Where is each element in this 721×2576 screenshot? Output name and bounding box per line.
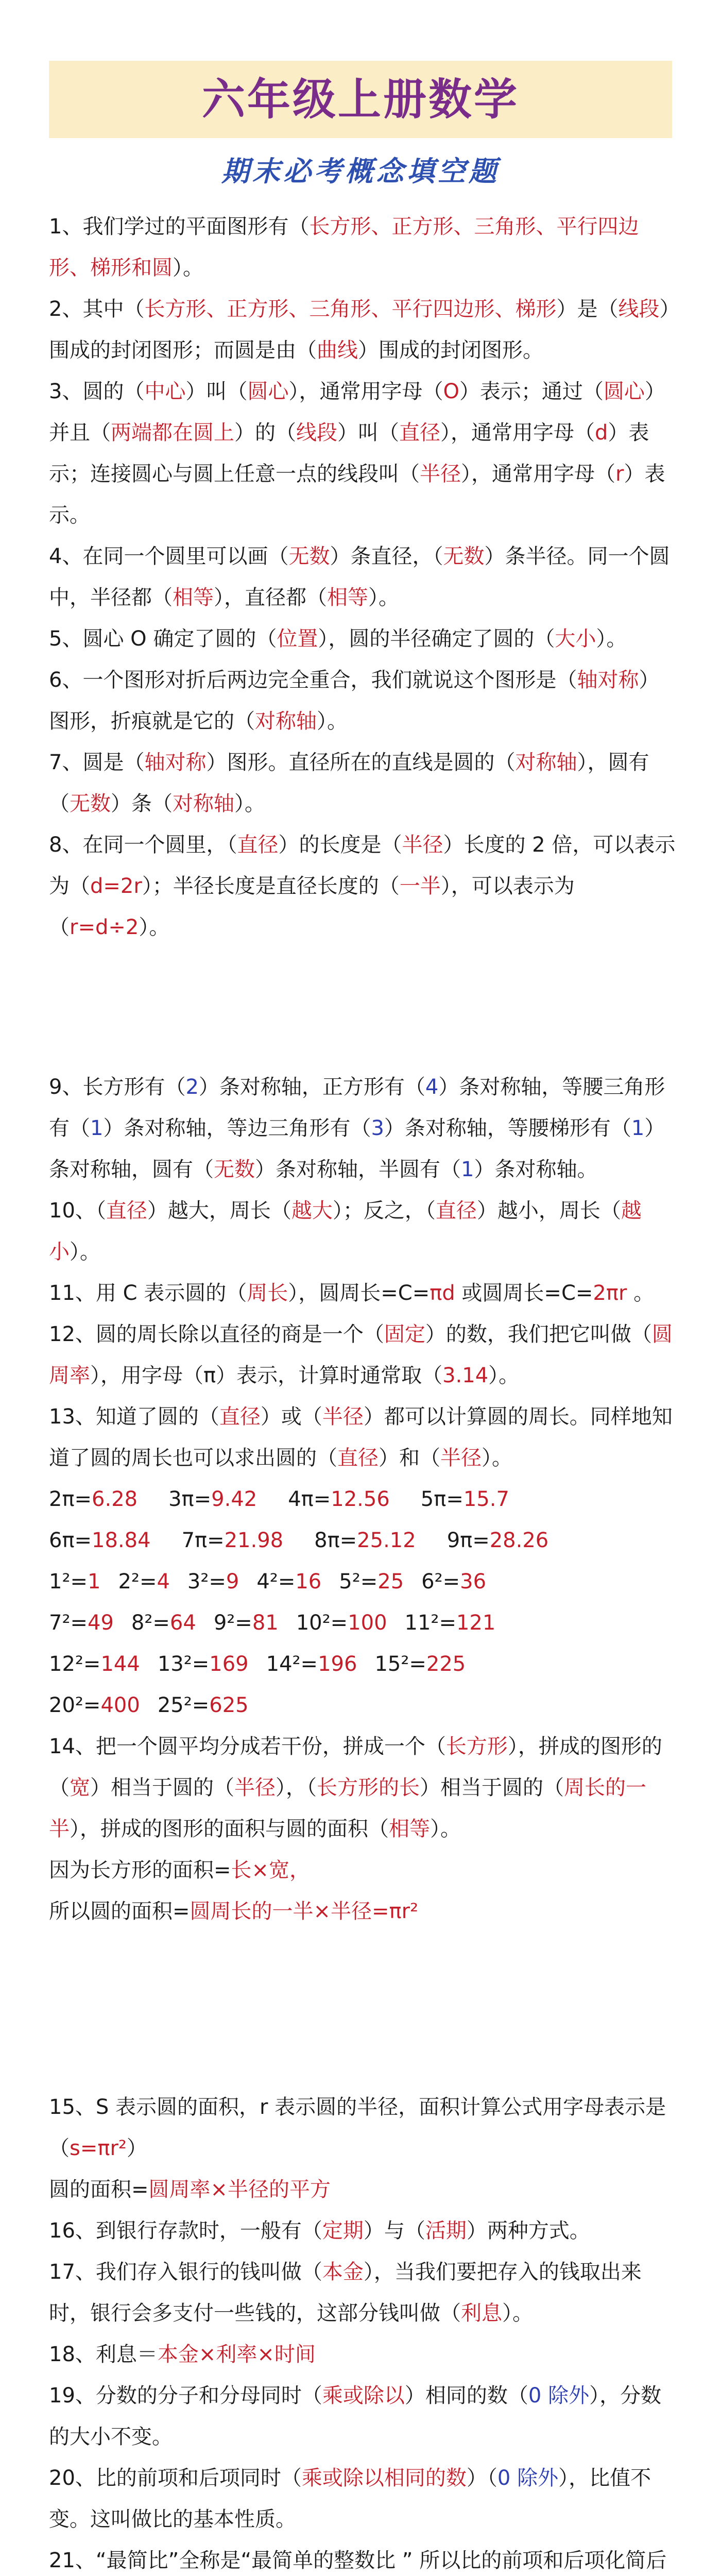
question-14-note-2: 所以圆的面积=圆周长的一半×半径=πr² [49, 1900, 419, 1923]
question-17: 17、我们存入银行的钱叫做（本金），当我们要把存入的钱取出来时，银行会多支付一些钱的，这部分钱叫做（利息）。 [49, 2260, 642, 2325]
question-5: 5、圆心 O 确定了圆的（位置），圆的半径确定了圆的（大小）。 [49, 627, 627, 651]
question-10: 10、（直径）越大，周长（越大）；反之，（直径）越小，周长（越小）。 [49, 1199, 642, 1264]
page-subtitle: 期末必考概念填空题 [221, 155, 500, 188]
question-2: 2、其中（长方形、正方形、三角形、平行四边形、梯形）是（线段）围成的封闭图形；而圆是由（曲线）围成的封闭图形。 [49, 297, 670, 362]
page-title: 六年级上册数学 [201, 74, 519, 125]
question-18: 18、利息＝本金×利率×时间 [49, 2343, 316, 2366]
section-circle-basics [49, 206, 677, 948]
question-13: 13、知道了圆的（直径）或（半径）都可以计算圆的周长。同样地知道了圆的周长也可以求出圆的（直径）和（半径）。 [49, 1405, 673, 1470]
pi-multiples-table [49, 1479, 677, 1561]
question-15: 15、S 表示圆的面积，r 表示圆的半径，面积计算公式用字母表示是（s=πr²） [49, 2095, 666, 2160]
question-14: 14、把一个圆平均分成若干份，拼成一个（长方形），拼成的图形的（宽）相当于圆的（半径），（长方形的长）相当于圆的（周长的一半），拼成的图形的面积与圆的面积（相等）。 [49, 1735, 662, 1841]
section-area-ratio [49, 2087, 677, 2576]
pi-row: 6π=18.84 7π=21.98 8π=25.12 9π=28.26 [49, 1529, 549, 1552]
question-14-note-1: 因为长方形的面积=长×宽， [49, 1858, 311, 1882]
pi-row: 2π=6.28 3π=9.42 4π=12.56 5π=15.7 [49, 1487, 509, 1511]
question-16: 16、到银行存款时，一般有（定期）与（活期）两种方式。 [49, 2219, 590, 2243]
question-9: 9、长方形有（2）条对称轴，正方形有（4）条对称轴，等腰三角形有（1）条对称轴，等边三角形有（3）条对称轴，等腰梯形有（1）条对称轴，圆有（无数）条对称轴，半圆有（1）条对称轴。 [49, 1075, 665, 1181]
question-6: 6、一个图形对折后两边完全重合，我们就说这个图形是（轴对称）图形，折痕就是它的（对称轴）。 [49, 668, 660, 733]
question-19: 19、分数的分子和分母同时（乘或除以）相同的数（0 除外），分数的大小不变。 [49, 2384, 662, 2449]
question-12: 12、圆的周长除以直径的商是一个（固定）的数，我们把它叫做（圆周率），用字母（π）表示，计算时通常取（3.14）。 [49, 1323, 673, 1387]
question-15-note: 圆的面积=圆周率×半径的平方 [49, 2178, 331, 2201]
question-20: 20、比的前项和后项同时（乘或除以相同的数）（0 除外），比值不变。这叫做比的基本性质。 [49, 2466, 651, 2531]
squares-row: 12²=144 13²=169 14²=196 15²=225 [49, 1652, 466, 1676]
squares-row: 20²=400 25²=625 [49, 1693, 249, 1717]
question-4: 4、在同一个圆里可以画（无数）条直径，（无数）条半径。同一个圆中，半径都（相等），直径都（相等）。 [49, 545, 670, 609]
section-symmetry-circumference [49, 1066, 677, 1932]
squares-row: 7²=49 8²=64 9²=81 10²=100 11²=121 [49, 1611, 496, 1635]
squares-row: 1²=1 2²=4 3²=9 4²=16 5²=25 6²=36 [49, 1570, 487, 1594]
question-11: 11、用 C 表示圆的（周长），圆周长=C=πd 或圆周长=C=2πr 。 [49, 1281, 655, 1305]
squares-table [49, 1561, 677, 1726]
question-7: 7、圆是（轴对称）图形。直径所在的直线是圆的（对称轴），圆有（无数）条（对称轴）。 [49, 751, 649, 816]
question-1: 1、我们学过的平面图形有（长方形、正方形、三角形、平行四边形、梯形和圆）。 [49, 215, 639, 280]
question-21: 21、“最简比”全称是“最简单的整数比 ” 所以比的前项和后项化简后 [49, 2549, 667, 2572]
question-3: 3、圆的（中心）叫（圆心），通常用字母（O）表示；通过（圆心）并且（两端都在圆上）的（线段）叫（直径），通常用字母（d）表示；连接圆心与圆上任意一点的线段叫（半径），通常用字母（r）表示。 [49, 380, 665, 527]
question-8: 8、在同一个圆里，（直径）的长度是（半径）长度的 2 倍，可以表示为（d=2r）；半径长度是直径长度的（一半），可以表示为（r=d÷2）。 [49, 833, 676, 939]
